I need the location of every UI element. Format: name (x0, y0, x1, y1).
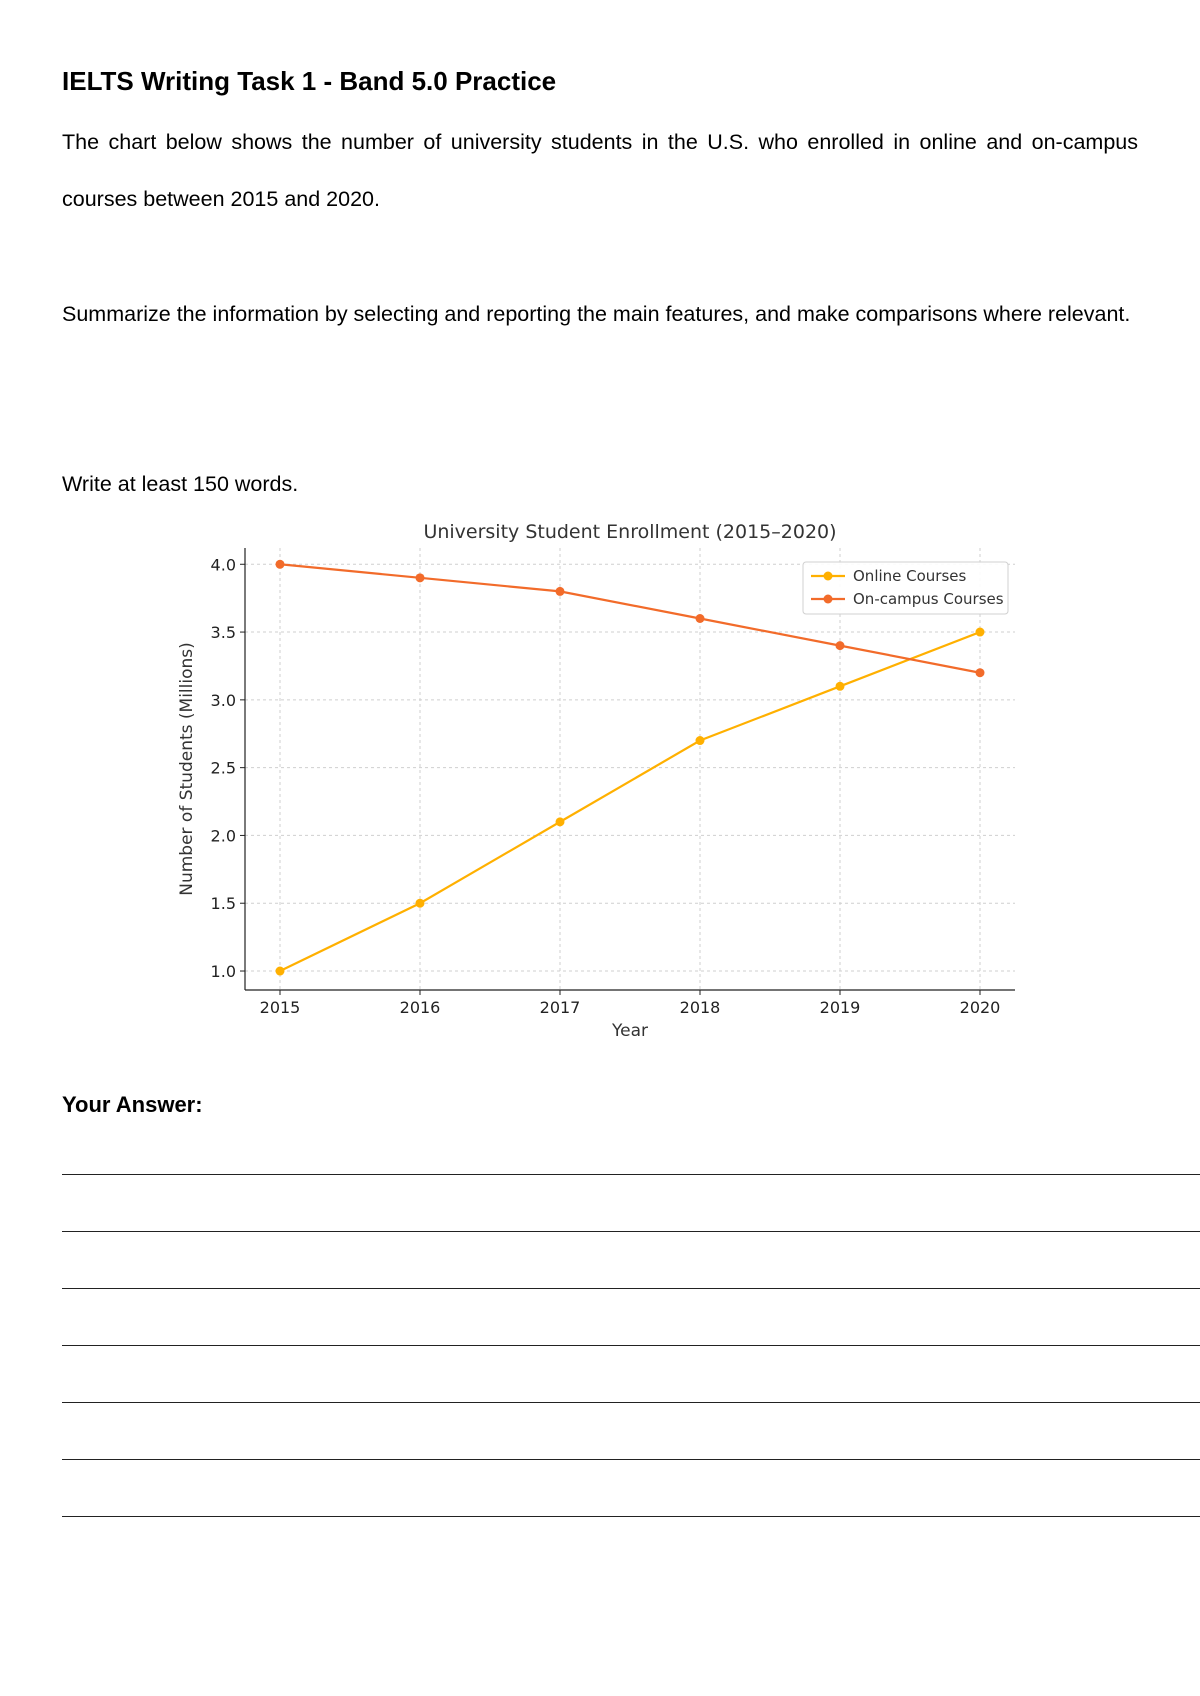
legend-label: Online Courses (853, 567, 967, 585)
data-point (976, 668, 985, 677)
x-axis-label: Year (612, 1021, 648, 1041)
data-point (276, 560, 285, 569)
answer-line[interactable] (62, 1288, 1200, 1289)
x-tick-label: 2018 (679, 998, 721, 1017)
y-tick-label: 3.5 (210, 623, 236, 643)
x-tick-label: 2020 (959, 998, 1001, 1017)
answer-label: Your Answer: (62, 1092, 203, 1117)
data-point (556, 587, 565, 596)
data-point (836, 641, 845, 650)
y-tick-label: 1.0 (210, 962, 236, 982)
data-point (976, 628, 985, 637)
chart-title: University Student Enrollment (2015–2020) (423, 521, 837, 543)
legend-marker (824, 572, 833, 581)
x-tick-label: 2019 (819, 998, 861, 1017)
y-tick-label: 4.0 (210, 555, 236, 575)
data-point (416, 573, 425, 582)
legend-marker (824, 595, 833, 604)
x-tick-label: 2017 (539, 998, 581, 1017)
y-tick-label: 3.0 (210, 690, 236, 710)
data-point (836, 682, 845, 691)
data-point (696, 614, 705, 623)
task-instruction: Summarize the information by selecting and reporting the main features, and make comparisons where relevant. (62, 302, 1131, 326)
enrollment-chart (170, 518, 1030, 1048)
y-tick-label: 1.5 (210, 894, 236, 914)
series-line (280, 632, 980, 971)
x-tick-label: 2016 (399, 998, 441, 1017)
chart-svg (170, 518, 1030, 1048)
answer-line[interactable] (62, 1459, 1200, 1460)
x-tick-label: 2015 (259, 998, 301, 1017)
data-point (696, 736, 705, 745)
task-prompt: The chart below shows the number of university students in the U.S. who enrolled in online and on-campus courses between 2015 and 2020. (62, 130, 1138, 211)
word-count-requirement: Write at least 150 words. (62, 472, 299, 496)
y-tick-label: 2.0 (210, 826, 236, 846)
answer-line[interactable] (62, 1174, 1200, 1175)
answer-line[interactable] (62, 1402, 1200, 1403)
legend-label: On-campus Courses (853, 590, 1004, 608)
data-point (416, 899, 425, 908)
y-tick-label: 2.5 (210, 758, 236, 778)
answer-line[interactable] (62, 1345, 1200, 1346)
y-axis-label: Number of Students (Millions) (177, 642, 197, 896)
answer-line[interactable] (62, 1516, 1200, 1517)
answer-line[interactable] (62, 1231, 1200, 1232)
data-point (556, 817, 565, 826)
page-title: IELTS Writing Task 1 - Band 5.0 Practice (62, 66, 557, 96)
data-point (276, 967, 285, 976)
